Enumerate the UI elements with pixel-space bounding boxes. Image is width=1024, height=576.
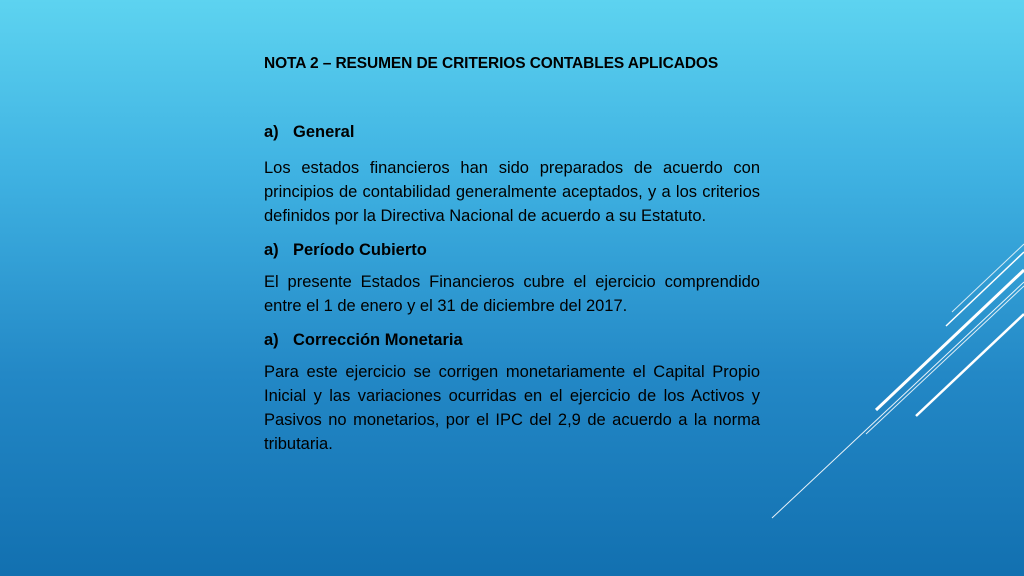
deco-line — [916, 314, 1024, 416]
deco-line — [952, 244, 1024, 312]
deco-line — [772, 282, 1024, 518]
section-body-general: Los estados financieros han sido preparados de acuerdo con principios de contabilidad generalmente aceptados, y a los criterios definidos por la Directiva Nacional de acuerdo a su Estatuto. — [264, 159, 760, 225]
deco-line — [876, 270, 1024, 410]
section-marker: a) — [264, 123, 279, 141]
deco-line — [946, 252, 1024, 326]
section-heading-label: Período Cubierto — [293, 241, 427, 259]
deco-line — [866, 286, 1024, 434]
section-marker: a) — [264, 331, 279, 349]
section-heading-label: General — [293, 123, 355, 141]
section-body-periodo: El presente Estados Financieros cubre el ejercicio comprendido entre el 1 de enero y el 31 de diciembre del 2017. — [264, 273, 760, 315]
note-title: NOTA 2 – RESUMEN DE CRITERIOS CONTABLES APLICADOS — [264, 55, 719, 72]
section-marker: a) — [264, 241, 279, 259]
section-heading-label: Corrección Monetaria — [293, 331, 463, 349]
section-body-correccion: Para este ejercicio se corrigen monetariamente el Capital Propio Inicial y las variaciones ocurridas en el ejercicio de los Activos y Pasivos no monetarios, por el IPC del 2,9 de acuerdo a la norma tributaria. — [264, 363, 760, 453]
